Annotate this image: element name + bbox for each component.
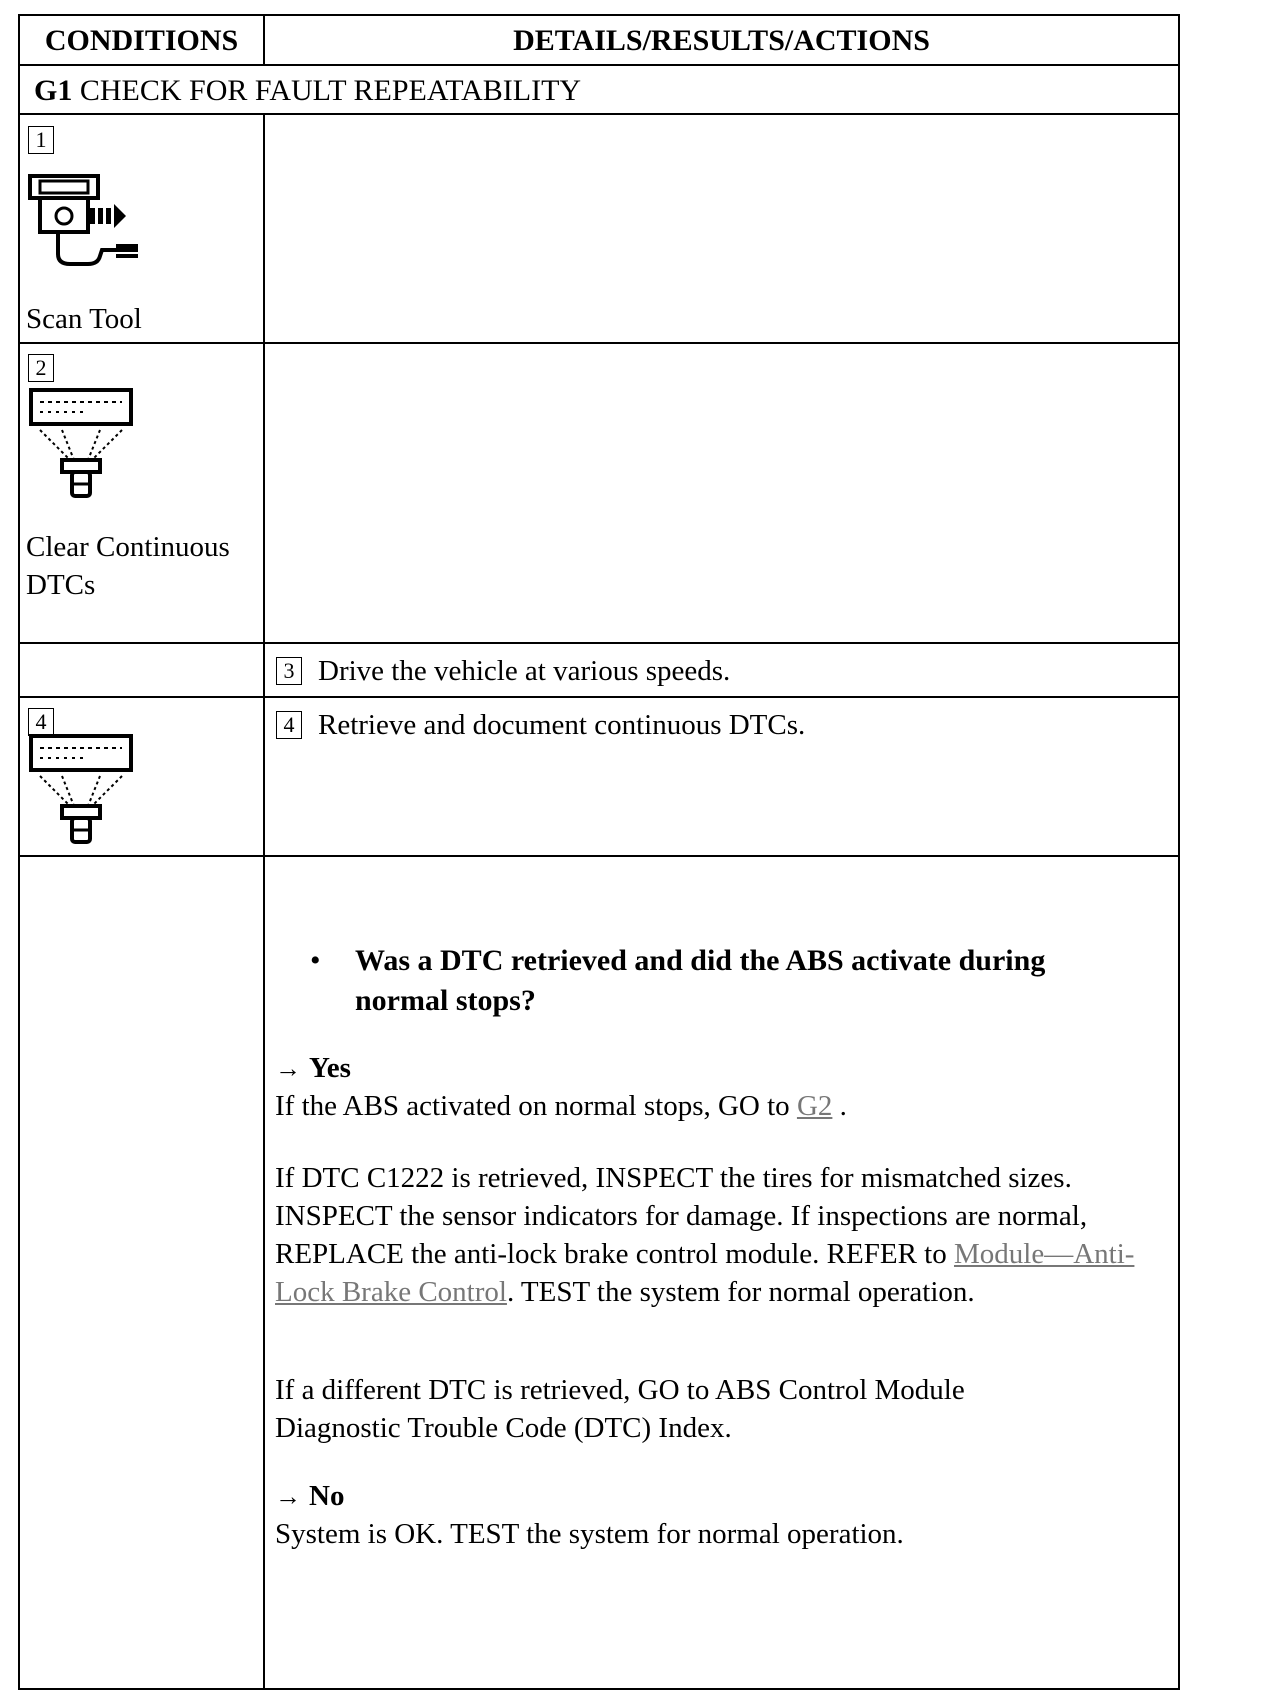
group-title [20, 66, 1178, 113]
row-divider [20, 342, 1178, 344]
condition-label: Scan Tool [26, 303, 142, 335]
no-heading [275, 1477, 1175, 1516]
yes-paragraph-2 [275, 1159, 1175, 1311]
no-text: System is OK. TEST the system for normal operation. [275, 1518, 904, 1550]
result-cell [275, 861, 1175, 1687]
condition-label: Clear Continuous DTCs [26, 531, 230, 601]
question-block [310, 941, 1120, 1021]
arrow-right-icon: → [275, 1054, 301, 1083]
yes-heading [275, 1049, 1175, 1088]
header-conditions: CONDITIONS [44, 24, 239, 57]
column-divider [263, 113, 265, 1690]
action-cell-4 [276, 706, 1166, 746]
condition-cell-4 [28, 708, 258, 853]
row-divider [20, 113, 1178, 115]
row-divider [20, 696, 1178, 698]
step-number: 4 [276, 711, 302, 739]
g2-link[interactable]: G2 [796, 1090, 833, 1122]
action-text: Drive the vehicle at various speeds. [318, 655, 731, 687]
scan-tool-display-icon [28, 384, 148, 504]
arrow-right-icon: → [275, 1482, 301, 1511]
no-label: No [309, 1480, 345, 1512]
action-text: Retrieve and document continuous DTCs. [318, 709, 806, 741]
module-abs-link[interactable]: Module—Anti-Lock Brake Control [275, 1238, 1135, 1308]
yes-line1-text: If the ABS activated on normal stops, GO to [275, 1090, 797, 1122]
yes-paragraph-1 [275, 1087, 1175, 1125]
group-code: G1 [34, 74, 73, 107]
step-number: 4 [28, 708, 54, 736]
yes-line1-post: . [832, 1090, 847, 1122]
condition-cell-1 [28, 126, 258, 340]
yes-label: Yes [309, 1052, 351, 1084]
question-text: Was a DTC retrieved and did the ABS activate during normal stops? [355, 944, 1046, 1017]
bullet-icon: • [310, 944, 321, 977]
yes-paragraph-3: If a different DTC is retrieved, GO to ABS Control Module Diagnostic Trouble Code (DTC) Index. [275, 1374, 965, 1444]
diagnostic-table [18, 14, 1180, 1690]
step-number: 1 [28, 126, 54, 154]
row-divider [20, 855, 1178, 857]
step-number: 3 [276, 657, 302, 685]
header-details: DETAILS/RESULTS/ACTIONS [513, 24, 930, 57]
yes-para2-text: If DTC C1222 is retrieved, INSPECT the tires for mismatched sizes. INSPECT the sensor indicators for damage. If inspections are normal, REPLACE the anti-lock brake control module. REFER to [275, 1162, 1088, 1270]
action-cell-3 [276, 652, 1166, 692]
scan-tool-icon [28, 162, 148, 272]
step-number: 2 [28, 354, 54, 382]
yes-para2-post: . TEST the system for normal operation. [506, 1276, 975, 1308]
condition-cell-2 [28, 354, 258, 640]
group-title-text: CHECK FOR FAULT REPEATABILITY [79, 74, 582, 107]
row-divider [20, 642, 1178, 644]
scan-tool-display-icon [28, 730, 148, 850]
